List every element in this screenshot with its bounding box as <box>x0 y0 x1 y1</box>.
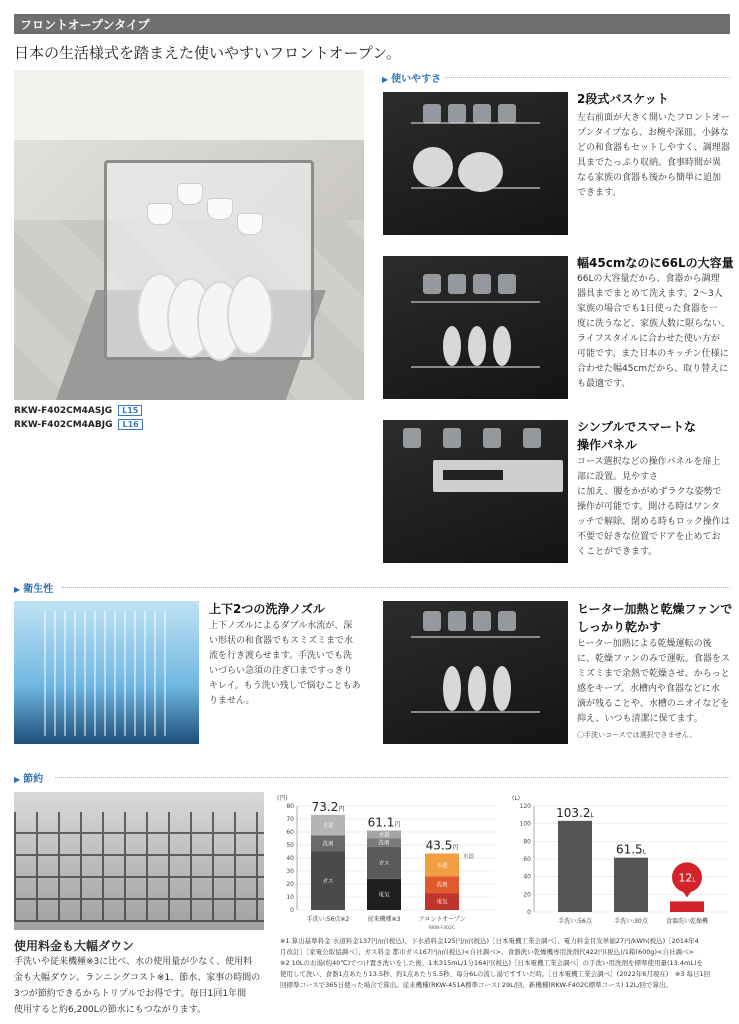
total-label: 73.2円 <box>311 799 345 814</box>
segment-label: 水道 <box>378 832 390 839</box>
value-bubble-pointer <box>682 890 692 897</box>
segment-label: ガス <box>322 878 334 885</box>
y-unit-label: (円) <box>277 795 288 802</box>
segment-label: 電気 <box>378 892 390 899</box>
value-unit: L <box>692 876 696 884</box>
y-tick-label: 0 <box>290 907 294 914</box>
segment-label: 水道 <box>436 862 448 869</box>
panel-photo <box>383 420 568 563</box>
section-label-hygiene: ▶ 衛生性 <box>14 580 53 595</box>
value-label: 61.5L <box>615 842 647 857</box>
total-unit: 円 <box>338 805 345 813</box>
basket-text: 左右前面が大きく開いたフロントオー プンタイプなら、お椀や深皿、小鉢な どの和食器もセットしやすく、調理器 具までたっぷり収納。食事時間が異 なる家族の食器も後から簡単に追加 できます。 <box>577 113 730 198</box>
total-unit: 円 <box>452 844 459 852</box>
capacity-title: 幅45cmなのに66Lの大容量 <box>577 256 734 270</box>
footnotes: ※1 算出基準料金 水道料金137円/㎥(税込)、下水道料金125円/㎥(税込)［日本電機工業会調べ］、電力料金目安単価27円/kWh(税込)［2014年4 月改訂］［家電公取協調べ］、ガス料金 都市ガス167円/㎥(税込)<自社調べ>、食器洗い乾燥機専用洗剤代422円(税込)/1箱(600g)<自社調べ> ※2 10Lのお湯(約40℃)でつけ置き洗いをした後、1本315mL/1分164円(税込)［日本電機工業会調べ］の手洗い用洗剤を標準使用量(13.4mL)を 使用して洗い、食器1点あたり13.5秒、約1点あたり5.5秒、毎分6Lの流し湯ですすいだ時。［日本電機工業会調べ］(2022年6月現在) ※3 毎日1回 回標準コースで365日使った場合で算出。従来機種(RKW-451A標準コース) 29L/回、新機種(RKW-F402C標準コース) 12L/回で算出。 <box>280 937 711 989</box>
nozzle-text: 上下ノズルによるダブル水流が、深 い形状の和食器でもスミズミまで水 流を行き渡らせます。手洗いでも洗 いづらい急須の注ぎ口まですっきり キレイ。もう洗い残しで悩むこともあ りません。 <box>209 621 361 706</box>
value-unit: L <box>590 811 594 819</box>
bar <box>670 901 704 912</box>
heater-title: ヒーター加熱と乾燥ファンで しっかり乾かす <box>577 602 733 634</box>
total-label: 61.1円 <box>367 815 401 830</box>
y-tick-label: 20 <box>523 891 531 899</box>
main-title: 日本の生活様式を踏まえた使いやすいフロントオープン。 <box>14 44 402 62</box>
y-tick-label: 70 <box>286 816 294 823</box>
capacity-text: 66Lの大容量だから、食器から調理 器具までまとめて洗えます。2～3人 家族の場合でも1日使った食器を一 度に洗うなど、家族人数に限らない、 ライフスタイルに合わせた使い方が 可能です。また日本のキッチン仕様に 合わせた幅45cmだから、取り替えに も最適です。 <box>577 274 731 389</box>
cost-chart-svg <box>275 788 500 933</box>
segment-label: ガス <box>378 860 390 867</box>
economy-title: 使用料金も大幅ダウン <box>14 939 135 953</box>
model-line-2 <box>14 419 143 430</box>
section-label-usability: ▶ 使いやすさ <box>382 70 441 85</box>
y-tick-label: 120 <box>519 803 531 810</box>
model-line-1 <box>14 405 142 416</box>
nozzle-title: 上下2つの洗浄ノズル <box>209 602 325 616</box>
segment-label: 洗剤 <box>322 841 334 848</box>
x-category-label: 手洗い:56点※2 <box>306 916 350 923</box>
heater-photo <box>383 601 568 744</box>
bar <box>558 821 592 912</box>
x-category-label: 従来機種※3 <box>367 916 401 923</box>
total-unit: 円 <box>394 821 401 829</box>
y-unit-label: (L) <box>512 795 521 802</box>
y-tick-label: 50 <box>286 842 294 849</box>
y-tick-label: 60 <box>286 829 294 836</box>
economy-text: 手洗いや従来機種※3に比べ、水の使用量が少なく、使用料 金も大幅ダウン。ランニングコスト※1、節水、家事の時間の 3つが節約できるからトリプルでお得です。毎日1回1年間 使用すると約6,200Lの節水にもつながります。 <box>14 957 261 1015</box>
section-divider <box>55 777 730 778</box>
header-bar <box>14 14 730 34</box>
total-label: 43.5円 <box>425 838 459 853</box>
capacity-photo <box>383 256 568 399</box>
x-category-label: 食器洗い乾燥機 <box>665 918 709 925</box>
section-divider <box>62 587 730 588</box>
segment-label: 水道 <box>322 823 334 830</box>
x-category-label: フロントオープン <box>418 916 466 923</box>
model-name: RKW-F402CM4ABJG <box>14 420 113 430</box>
y-tick-label: 20 <box>286 881 294 888</box>
rack-glasses-photo <box>14 792 264 930</box>
panel-text: コース選択などの操作パネルを扉上 部に設置。見やすさ に加え、腰をかがめずラクな姿勢で 操作が可能です。開ける時はワンタ ッチで解除、閉める時もロック操作は 不要で好きな位置でドアを止めてお くことができます。 <box>577 457 730 557</box>
segment-label: 電気 <box>436 899 448 906</box>
section-divider <box>445 77 730 78</box>
water-chart-svg <box>510 788 732 933</box>
y-tick-label: 100 <box>519 820 531 828</box>
y-tick-label: 80 <box>286 803 294 810</box>
water-chart <box>510 788 732 933</box>
heater-text: ヒーター加熱による乾燥運転の後 に、乾燥ファンのみで運転。食器をス ミズミまで余熱で乾燥させ、からっと 感をキープ。水槽内や食器などに水 滴が残ることや、水槽のニオイなどを 抑え、いつも清潔に保てます。 <box>577 639 730 724</box>
section-label-economy: ▶ 節約 <box>14 770 43 785</box>
segment-label: 洗剤 <box>436 882 448 889</box>
basket-photo <box>383 92 568 235</box>
header-bar-title: フロントオープンタイプ <box>20 18 150 32</box>
value-unit: L <box>642 848 647 856</box>
y-tick-label: 40 <box>523 873 531 881</box>
model-name: RKW-F402CM4ASJG <box>14 406 113 416</box>
x-category-sublabel: RKW-F402C <box>428 926 456 931</box>
y-tick-label: 80 <box>523 838 531 846</box>
segment-label: 洗剤 <box>378 840 390 847</box>
value-label: 12L <box>678 871 696 885</box>
y-tick-label: 30 <box>286 868 294 875</box>
x-category-label: 手洗い:30点 <box>614 918 648 925</box>
y-tick-label: 60 <box>523 856 531 863</box>
panel-title: シンプルでスマートな 操作パネル <box>577 420 696 452</box>
y-tick-label: 0 <box>527 909 531 916</box>
value-label: 103.2L <box>556 805 594 820</box>
side-label: 水道 <box>463 854 475 860</box>
bar <box>614 858 648 912</box>
model-badge: L16 <box>118 419 142 430</box>
y-tick-label: 10 <box>286 894 294 901</box>
y-tick-label: 40 <box>286 855 294 862</box>
kitchen-dishwasher-photo <box>14 70 364 400</box>
basket-title: 2段式バスケット <box>577 92 669 106</box>
x-category-label: 手洗い:56点 <box>558 918 592 925</box>
nozzle-photo <box>14 601 199 744</box>
heater-note: 〇手洗いコースでは選択できません。 <box>577 731 697 739</box>
model-badge: L15 <box>118 405 142 416</box>
cost-chart <box>275 788 500 933</box>
